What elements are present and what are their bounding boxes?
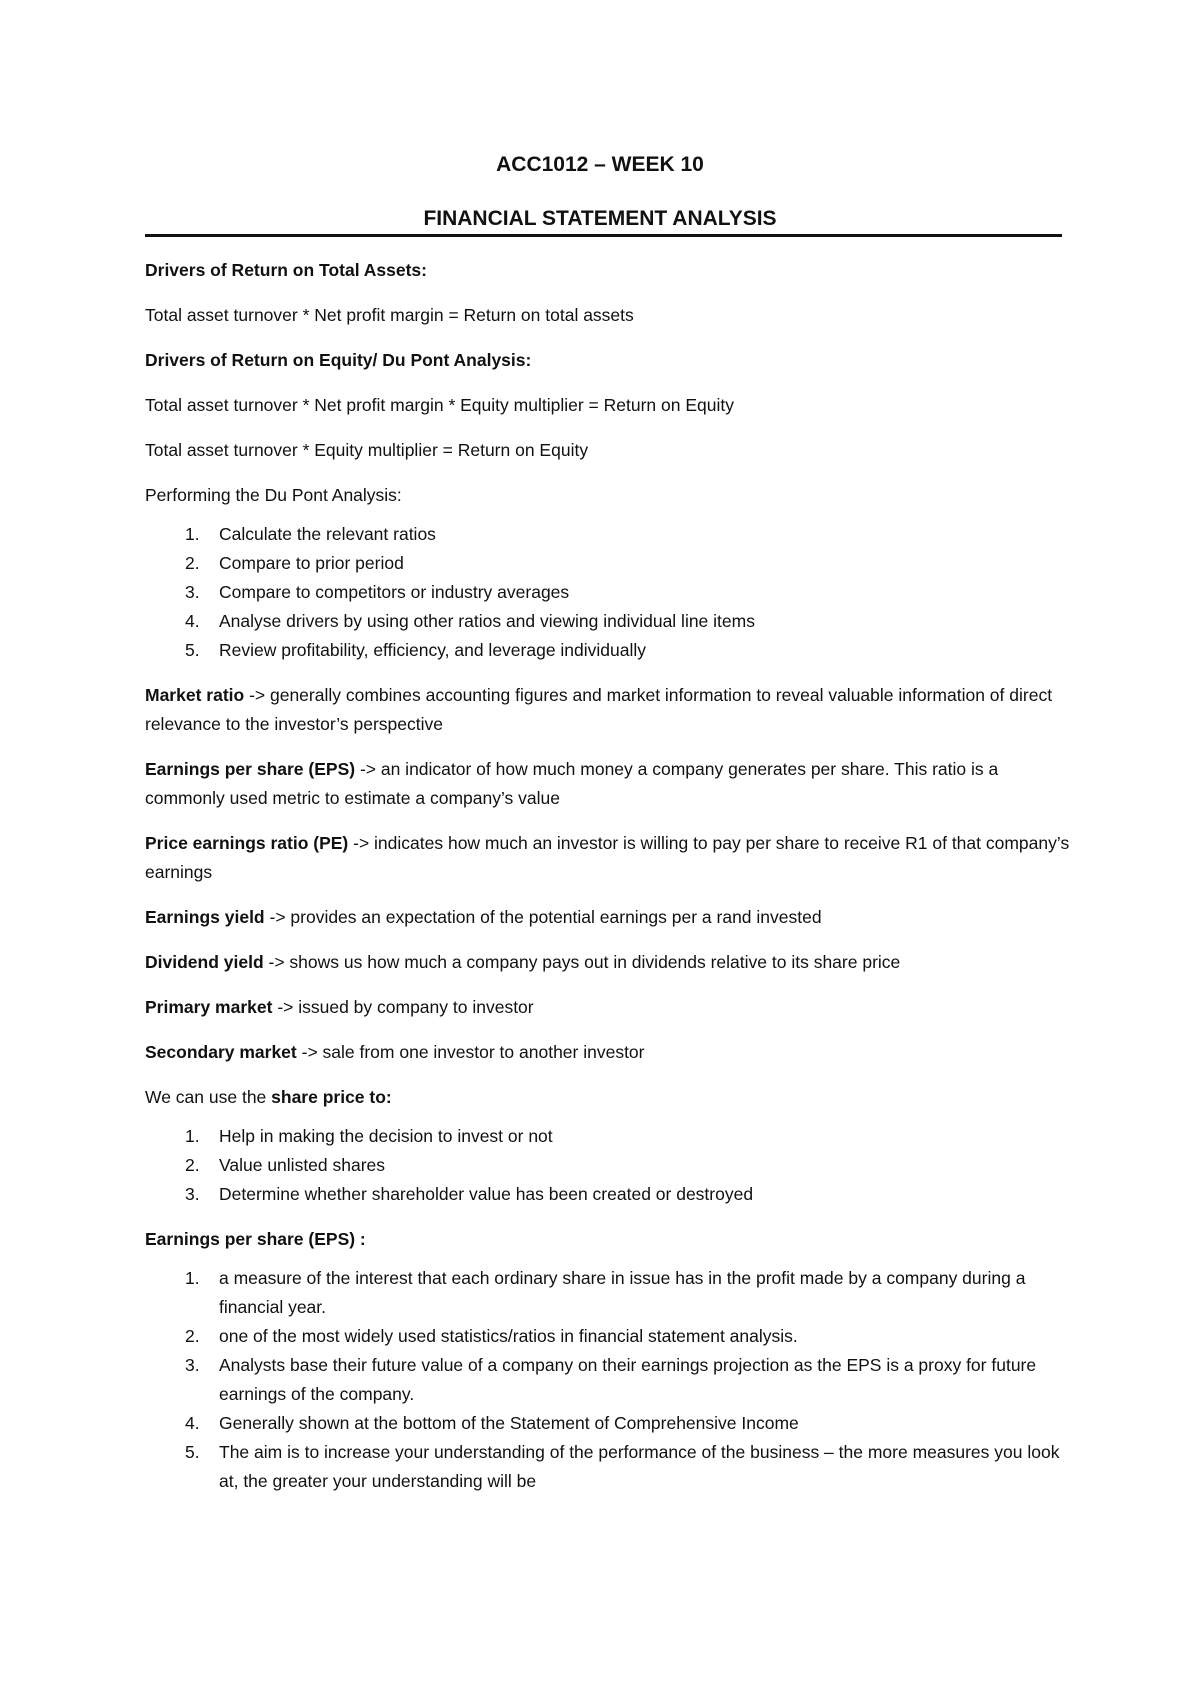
dupont-intro: Performing the Du Pont Analysis: — [145, 485, 402, 505]
topic-title: FINANCIAL STATEMENT ANALYSIS — [423, 207, 777, 230]
list-item: 4. Generally shown at the bottom of the Statement of Comprehensive Income — [145, 1409, 1070, 1438]
list-item: 2. Compare to prior period — [145, 549, 1070, 578]
share-price-uses-list — [145, 1122, 1070, 1209]
definition-earnings-yield: Earnings yield -> provides an expectation of the potential earnings per a rand invested — [145, 907, 822, 927]
list-item: 3. Compare to competitors or industry averages — [145, 578, 1070, 607]
list-item: 5. Review profitability, efficiency, and leverage individually — [145, 636, 1070, 665]
title-divider — [145, 234, 1062, 237]
definition-dividend-yield: Dividend yield -> shows us how much a company pays out in dividends relative to its share price — [145, 952, 901, 972]
definition-secondary-market: Secondary market -> sale from one investor to another investor — [145, 1042, 645, 1062]
definition-eps: Earnings per share (EPS) -> an indicator of how much money a company generates per share. This ratio is a commonly used metric to estimate a company’s value — [145, 759, 999, 808]
list-item: 2. one of the most widely used statistics/ratios in financial statement analysis. — [145, 1322, 1070, 1351]
eps-points-list — [145, 1264, 1070, 1496]
list-marker: 5. — [185, 1442, 200, 1462]
definition-market-ratio: Market ratio -> generally combines accounting figures and market information to reveal valuable information of direct relevance to the investor’s perspective — [145, 685, 1053, 734]
list-marker: 1. — [185, 524, 200, 544]
list-marker: 2. — [185, 553, 200, 573]
list-item: 1. Help in making the decision to invest or not — [145, 1122, 1070, 1151]
list-marker: 3. — [185, 1355, 200, 1375]
definition-pe-ratio: Price earnings ratio (PE) -> indicates how much an investor is willing to pay per share to receive R1 of that company’s earnings — [145, 833, 1070, 882]
dupont-steps-list — [145, 520, 1070, 665]
list-marker: 3. — [185, 582, 200, 602]
list-item: 3. Determine whether shareholder value has been created or destroyed — [145, 1180, 1070, 1209]
roe-heading: Drivers of Return on Equity/ Du Pont Analysis: — [145, 350, 532, 370]
list-marker: 2. — [185, 1326, 200, 1346]
document-body — [145, 256, 1070, 1512]
definition-primary-market: Primary market -> issued by company to investor — [145, 997, 534, 1017]
list-marker: 2. — [185, 1155, 200, 1175]
list-marker: 5. — [185, 640, 200, 660]
list-item: 2. Value unlisted shares — [145, 1151, 1070, 1180]
list-marker: 3. — [185, 1184, 200, 1204]
course-title: ACC1012 – WEEK 10 — [496, 153, 704, 176]
list-item: 1. a measure of the interest that each ordinary share in issue has in the profit made by a company during a financial year. — [145, 1264, 1070, 1322]
list-marker: 1. — [185, 1268, 200, 1288]
list-marker: 4. — [185, 1413, 200, 1433]
list-item: 4. Analyse drivers by using other ratios and viewing individual line items — [145, 607, 1070, 636]
roe-formula-2: Total asset turnover * Equity multiplier = Return on Equity — [145, 440, 589, 460]
list-marker: 4. — [185, 611, 200, 631]
eps-heading: Earnings per share (EPS) : — [145, 1229, 366, 1249]
list-item: 1. Calculate the relevant ratios — [145, 520, 1070, 549]
roa-heading: Drivers of Return on Total Assets: — [145, 260, 427, 280]
list-item: 5. The aim is to increase your understanding of the performance of the business – the more measures you look at, the greater your understanding will be — [145, 1438, 1070, 1496]
roe-formula-1: Total asset turnover * Net profit margin * Equity multiplier = Return on Equity — [145, 395, 734, 415]
roa-formula: Total asset turnover * Net profit margin = Return on total assets — [145, 305, 634, 325]
list-item: 3. Analysts base their future value of a company on their earnings projection as the EPS is a proxy for future earnings of the company. — [145, 1351, 1070, 1409]
list-marker: 1. — [185, 1126, 200, 1146]
share-price-intro: We can use the share price to: — [145, 1087, 392, 1107]
